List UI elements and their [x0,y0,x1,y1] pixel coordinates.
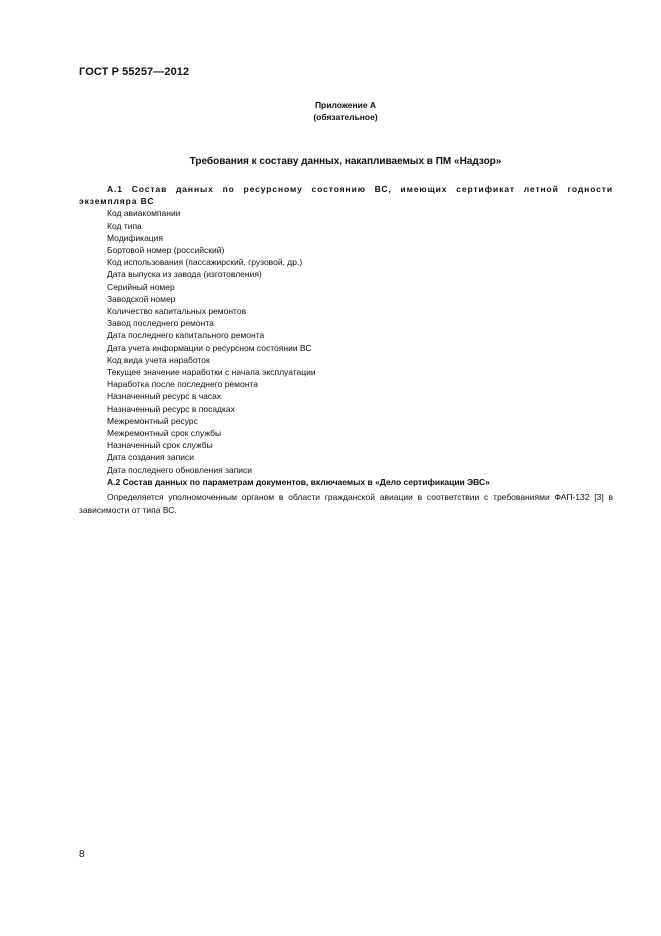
list-item: Назначенный ресурс в посадках [107,403,235,414]
list-item: Код использования (пассажирский, грузовой, др.) [107,257,303,268]
list-item: Бортовой номер (российский) [107,245,225,256]
list-item: Назначенный ресурс в часах [107,391,222,402]
list-item: Назначенный срок службы [107,440,213,451]
annex-title: Требования к составу данных, накапливаемых в ПМ «Надзор» [189,156,502,167]
section-a1-heading: А.1 Состав данных по ресурсному состоянию ВС, имеющих сертификат летной годности экземпляра ВС [79,184,613,207]
list-item: Межремонтный ресурс [107,415,198,426]
list-item: Код авиакомпании [107,208,181,219]
list-item: Текущее значение наработки с начала эксплуатации [107,367,316,378]
section-a2-text: Определяется уполномоченным органом в области гражданской авиации в соответствии с требованиями ФАП-132 [3] в зависимости от типа ВС. [79,492,613,516]
annex-block [0,99,661,123]
list-item: Дата создания записи [107,452,194,463]
page-number: 8 [79,849,85,860]
annex-label: Приложение А [314,100,377,110]
document-body [79,183,613,517]
list-item: Серийный номер [107,281,175,292]
section-a2-heading: А.2 Состав данных по параметрам документов, включаемых в «Дело сертификации ЭВС» [107,476,490,487]
list-item: Код типа [107,220,142,231]
annex-status: (обязательное) [313,112,378,122]
list-item: Дата последнего капитального ремонта [107,330,265,341]
list-item: Завод последнего ремонта [107,318,214,329]
list-item: Дата учета информации о ресурсном состоянии ВС [107,342,312,353]
section-a1-list [79,207,613,475]
list-item: Межремонтный срок службы [107,428,222,439]
list-item: Код вида учета наработок [107,354,210,365]
document-header: ГОСТ Р 55257—2012 [79,66,190,78]
list-item: Наработка после последнего ремонта [107,379,258,390]
list-item: Дата последнего обновления записи [107,464,253,475]
list-item: Заводской номер [107,293,176,304]
list-item: Дата выпуска из завода (изготовления) [107,269,262,280]
list-item: Количество капитальных ремонтов [107,306,247,317]
list-item: Модификация [107,232,164,243]
